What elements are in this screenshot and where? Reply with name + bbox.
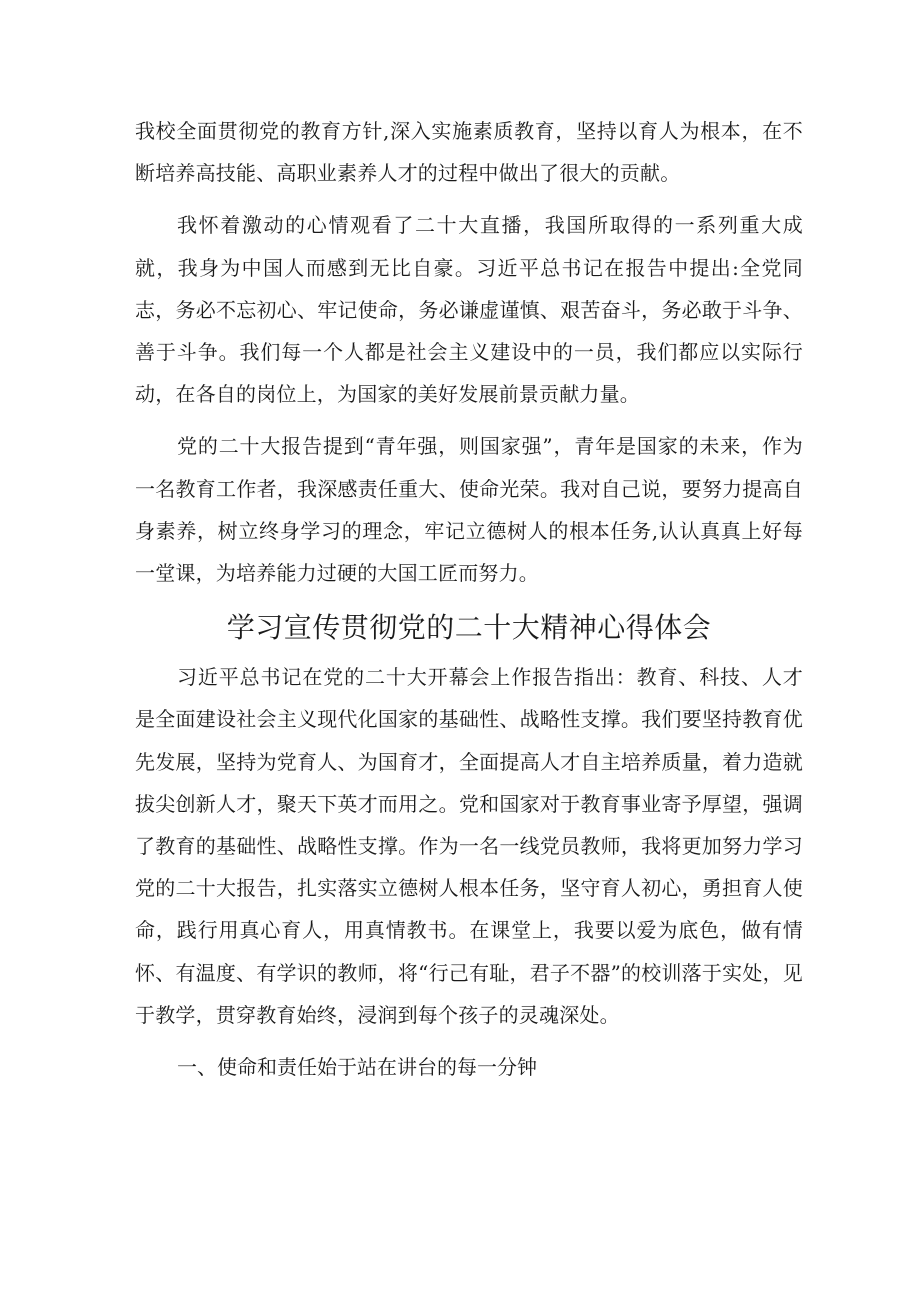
section-heading-mission: 一、使命和责任始于站在讲台的每一分钟 bbox=[177, 1055, 537, 1080]
paragraph-youth-strong: 党的二十大报告提到“青年强，则国家强”，青年是国家的未来，作为一名教育工作者，我深感责任重大、使命光荣。我对自己说，要努力提高自身素养，树立终身学习的理念，牢记立德树人的根本任务,认认真真上好每一堂课，为培养能力过硬的大国工匠而努力。 bbox=[135, 434, 803, 586]
document-page bbox=[135, 110, 803, 1088]
paragraph-school-contribution: 我校全面贯彻党的教育方针,深入实施素质教育，坚持以育人为根本，在不断培养高技能、高职业素养人才的过程中做出了很大的贡献。 bbox=[135, 119, 803, 186]
article-title: 学习宣传贯彻党的二十大精神心得体会 bbox=[226, 611, 712, 645]
paragraph-education-support: 习近平总书记在党的二十大开幕会上作报告指出：教育、科技、人才是全面建设社会主义现代化国家的基础性、战略性支撑。我们要坚持教育优先发展，坚持为党育人、为国育才，全面提高人才自主培养质量，着力造就拔尖创新人才，聚天下英才而用之。党和国家对于教育事业寄予厚望，强调了教育的基础性、战略性支撑。作为一名一线党员教师，我将更加努力学习党的二十大报告，扎实落实立德树人根本任务，坚守育人初心，勇担育人使命，践行用真心育人，用真情教书。在课堂上，我要以爱为底色，做有情怀、有温度、有学识的教师，将“行己有耻，君子不器”的校训落于实处，见于教学，贯穿教育始终，浸润到每个孩子的灵魂深处。 bbox=[135, 665, 803, 1027]
paragraph-watching-congress: 我怀着激动的心情观看了二十大直播，我国所取得的一系列重大成就，我身为中国人而感到无比自豪。习近平总书记在报告中提出:全党同志，务必不忘初心、牢记使命，务必谦虚谨慎、艰苦奋斗，务必敢于斗争、善于斗争。我们每一个人都是社会主义建设中的一员，我们都应以实际行动，在各自的岗位上，为国家的美好发展前景贡献力量。 bbox=[135, 213, 803, 407]
